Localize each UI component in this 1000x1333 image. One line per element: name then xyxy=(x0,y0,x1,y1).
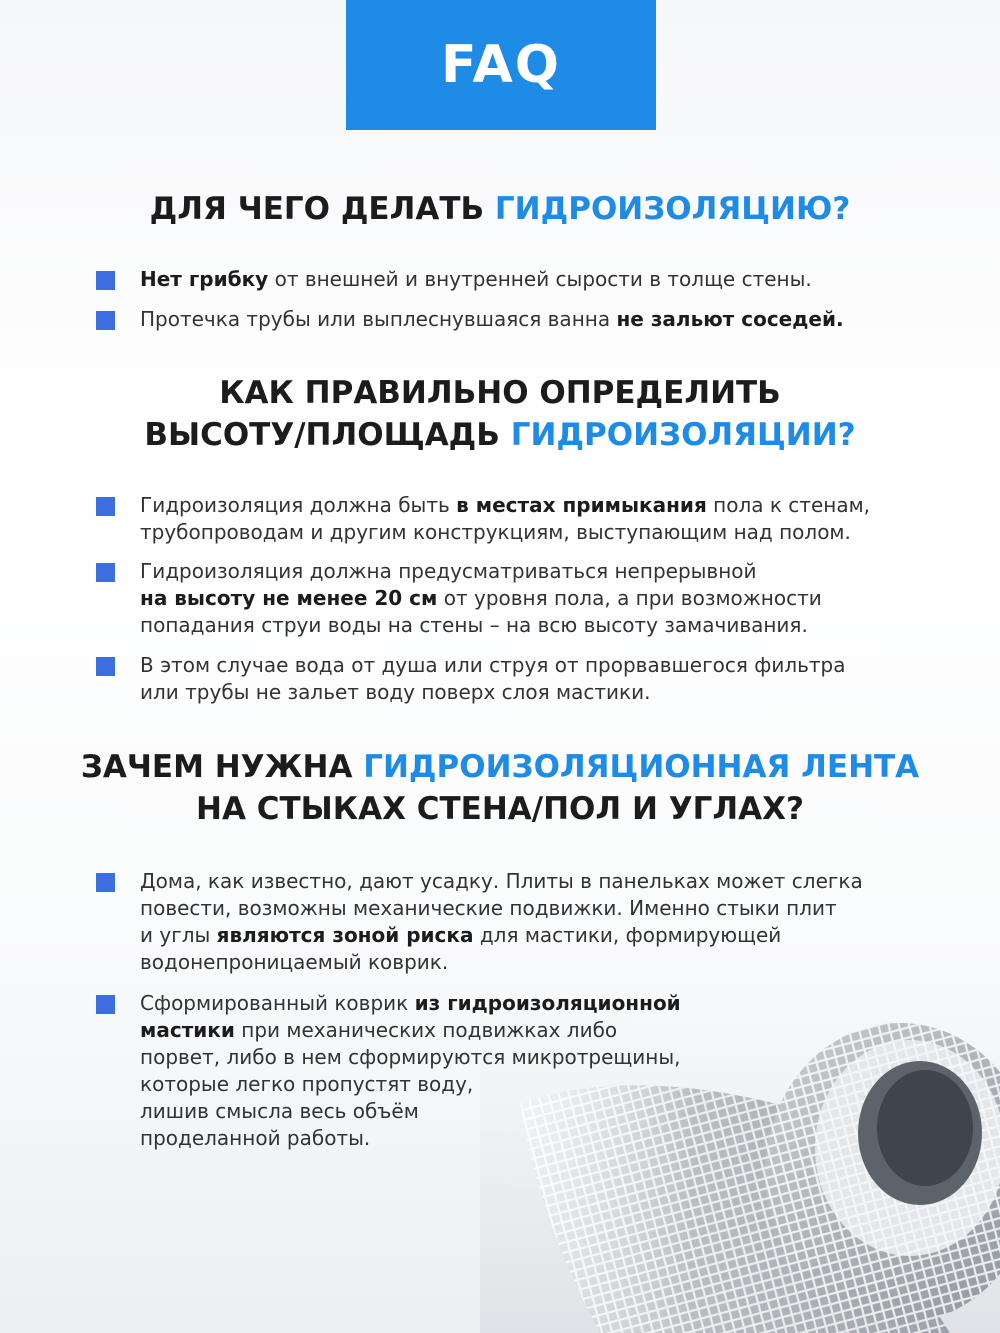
section2-list xyxy=(96,492,976,706)
section1-list xyxy=(96,266,976,333)
bullet-square-icon xyxy=(96,311,115,330)
faq-badge-label: FAQ xyxy=(440,35,561,95)
bullet-square-icon xyxy=(96,563,115,582)
section3-title: ЗАЧЕМ НУЖНА ГИДРОИЗОЛЯЦИОННАЯ ЛЕНТА НА СТЫКАХ СТЕНА/ПОЛ И УГЛАХ? xyxy=(80,749,920,827)
list-item: Протечка трубы или выплеснувшаяся ванна не зальют соседей. xyxy=(96,306,976,333)
list-item: В этом случае вода от душа или струя от прорвавшегося фильтра или трубы не зальет воду поверх слоя мастики. xyxy=(96,652,976,706)
list-item: Гидроизоляция должна предусматриваться непрерывной на высоту не менее 20 см от уровня пола, а при возможности попадания струи воды на стены – на всю высоту замачивания. xyxy=(96,558,976,652)
list-item: Сформированный коврик из гидроизоляционной мастики при механических подвижках либо порвет, либо в нем сформируются микротрещины, которые легко пропустят воду, лишив смысла весь объём проделанной работы. xyxy=(96,990,976,1152)
section3-list xyxy=(96,868,976,1152)
bullet-square-icon xyxy=(96,873,115,892)
list-item: Нет грибку от внешней и внутренней сырости в толще стены. xyxy=(96,266,976,306)
faq-badge xyxy=(346,0,656,130)
section2-title: КАК ПРАВИЛЬНО ОПРЕДЕЛИТЬ ВЫСОТУ/ПЛОЩАДЬ ГИДРОИЗОЛЯЦИИ? xyxy=(144,375,856,453)
section1-title: ДЛЯ ЧЕГО ДЕЛАТЬ ГИДРОИЗОЛЯЦИЮ? xyxy=(149,191,851,227)
bullet-square-icon xyxy=(96,995,115,1014)
list-item: Гидроизоляция должна быть в местах примыкания пола к стенам, трубопроводам и другим конструкциям, выступающим над полом. xyxy=(96,492,976,558)
bullet-square-icon xyxy=(96,497,115,516)
bullet-square-icon xyxy=(96,271,115,290)
bullet-square-icon xyxy=(96,657,115,676)
list-item: Дома, как известно, дают усадку. Плиты в панельках может слегка повести, возможны механические подвижки. Именно стыки плит и углы являются зоной риска для мастики, формирующей водонепроницаемый коврик. xyxy=(96,868,976,990)
